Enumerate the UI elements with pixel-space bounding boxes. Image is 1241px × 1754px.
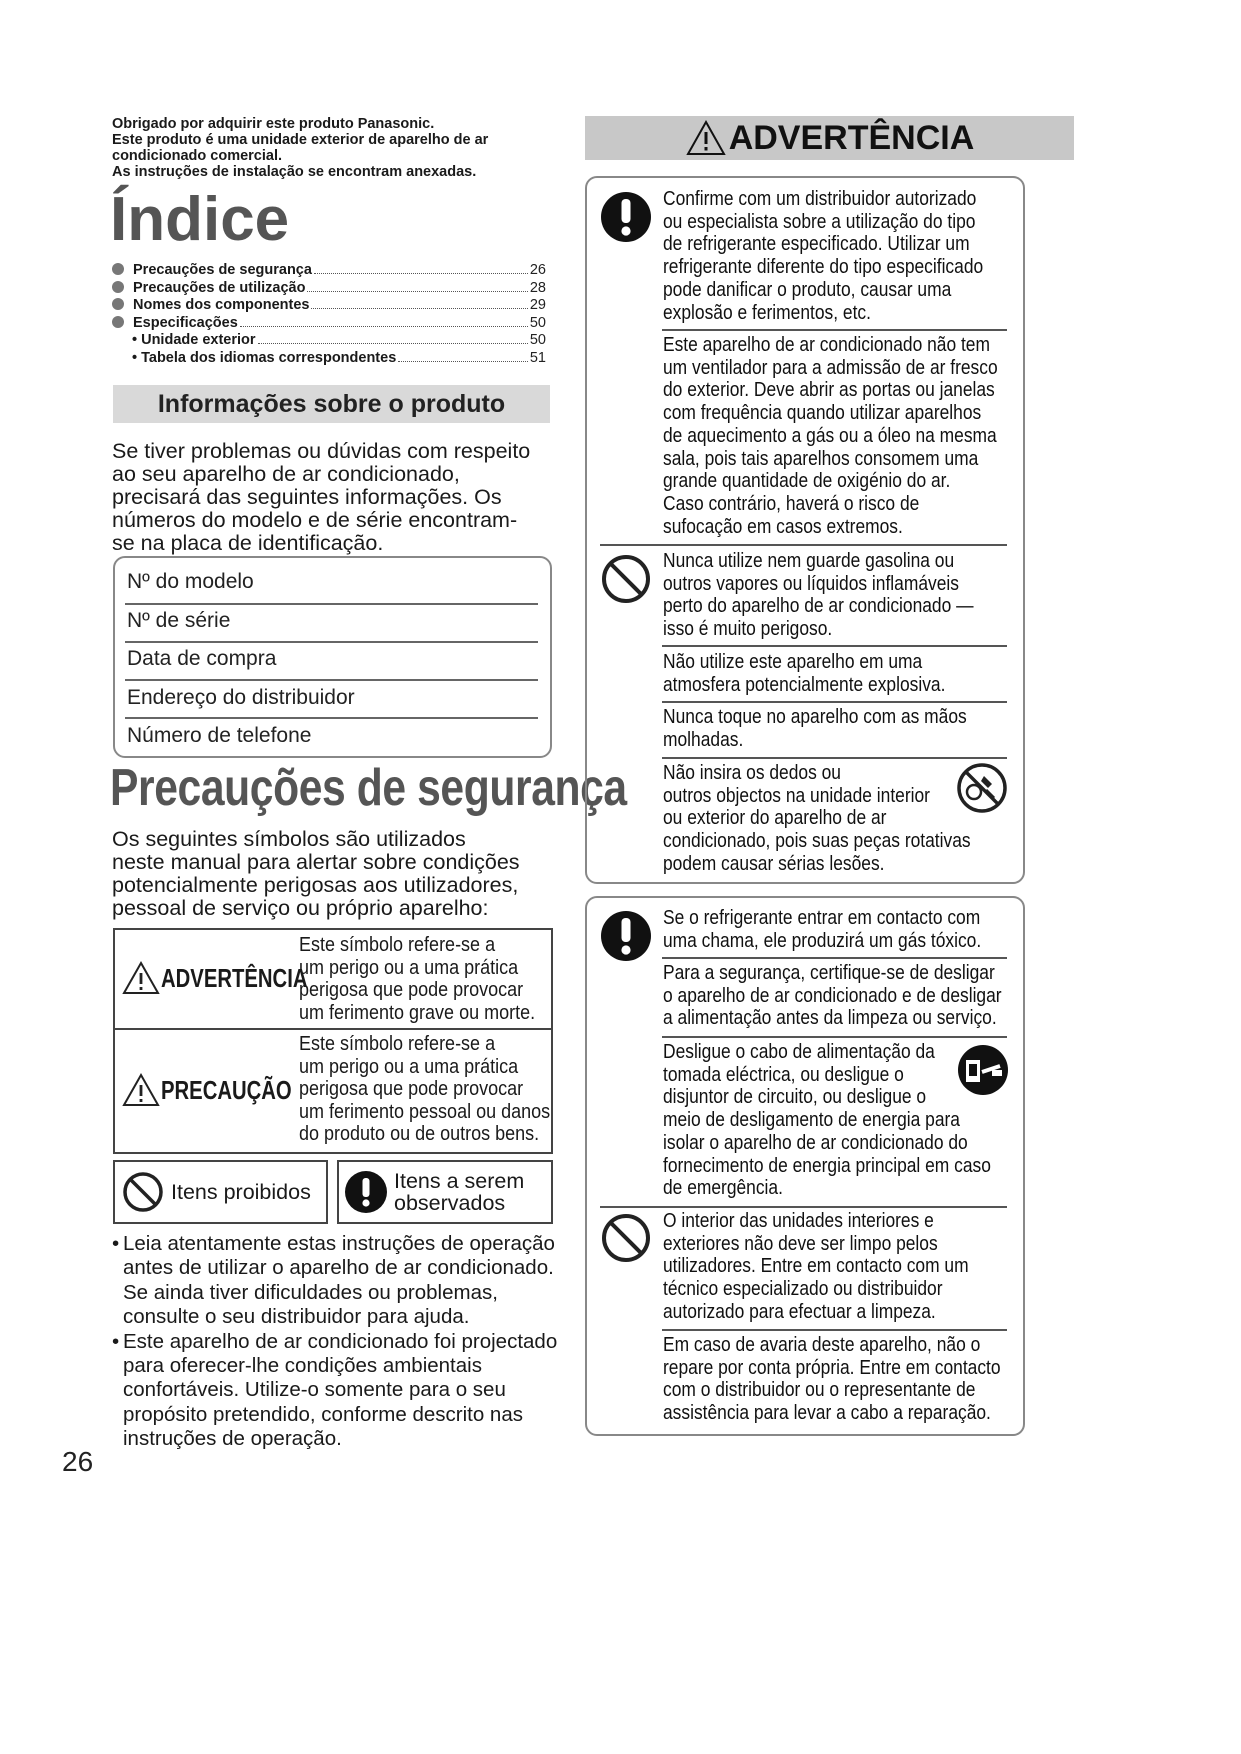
toc-label: Especificações [133, 314, 238, 331]
text-line: outros objectos na unidade interior [663, 784, 930, 807]
text-line: ou especialista sobre a utilização do tipo [663, 210, 976, 233]
toc-label: • Unidade exterior [132, 332, 256, 349]
text-line: confortáveis. Utilize-o somente para o seu [123, 1378, 506, 1402]
warning-text-block [663, 188, 1011, 324]
page-number: 26 [62, 1446, 94, 1477]
text-line: utilizadores. Entre em contacto com um [663, 1255, 969, 1278]
warning-description [299, 934, 536, 1024]
text-line: Este símbolo refere-se a [299, 934, 496, 956]
text-line: um ferimento pessoal ou danos [299, 1100, 551, 1123]
warning-triangle-icon [685, 119, 727, 157]
safety-title: Precauções de segurança [110, 759, 627, 817]
prohibited-icon [600, 553, 652, 605]
bullet-dot-icon [112, 298, 124, 310]
mandatory-icon [344, 1170, 388, 1214]
text-line: de aquecimento a gás ou a óleo na mesma [663, 424, 997, 447]
toc-page: 50 [529, 332, 546, 349]
text-line: Se tiver problemas ou dúvidas com respeito [112, 439, 531, 463]
caution-label-text: PRECAUÇÃO [161, 1074, 292, 1105]
text-line: do exterior. Deve abrir as portas ou janelas [663, 379, 995, 402]
text-line: Não utilize este aparelho em uma [663, 651, 923, 673]
text-line: Este símbolo refere-se a [299, 1033, 496, 1055]
toc-label: Precauções de utilização [133, 279, 306, 296]
text-line: outros vapores ou líquidos inflamáveis [663, 572, 959, 595]
text-line: do produto ou de outros bens. [299, 1123, 540, 1146]
text-line: repare por conta própria. Entre em contacto [663, 1356, 1001, 1379]
text-line: técnico especializado ou distribuidor [663, 1278, 943, 1301]
text-line: instruções de operação. [123, 1427, 342, 1451]
intro-line: As instruções de instalação se encontram anexadas. [112, 164, 477, 180]
toc-page: 29 [529, 297, 546, 314]
text-line: números do modelo e de série encontram- [112, 508, 518, 532]
text-line: de emergência. [663, 1177, 783, 1200]
text-line: um perigo ou a uma prática [299, 1055, 519, 1078]
text-line: exteriores não deve ser limpo pelos [663, 1232, 938, 1255]
observed-legend [337, 1160, 553, 1224]
text-line: perigosa que pode provocar [299, 1078, 524, 1101]
text-line: uma chama, ele produzirá um gás tóxico. [663, 929, 982, 952]
warning-heading-text: ADVERTÊNCIA [728, 118, 975, 157]
text-line: Itens a serem [394, 1169, 525, 1193]
text-line: Os seguintes símbolos são utilizados [112, 827, 466, 851]
text-line: um ferimento grave ou morte. [299, 1001, 536, 1024]
text-line: ou exterior do aparelho de ar [663, 807, 887, 830]
index-title: Índice [110, 185, 290, 254]
text-line: um ventilador para a admissão de ar fresco [663, 356, 998, 379]
toc-page: 51 [529, 349, 546, 366]
warning-label-text: ADVERTÊNCIA [161, 962, 308, 993]
text-line: perigosa que pode provocar [299, 979, 524, 1002]
product-info-text [112, 440, 557, 555]
safety-bullets [112, 1232, 562, 1452]
bullet-dot-icon [112, 263, 124, 275]
text-line: Nunca toque no aparelho com as mãos [663, 706, 967, 728]
text-line: com o distribuidor ou o representante de [663, 1379, 976, 1402]
toc-label: Nomes dos componentes [133, 297, 310, 314]
warning-text-block [663, 706, 1011, 751]
text-line: Nunca utilize nem guarde gasolina ou [663, 550, 955, 572]
text-line: Se ainda tiver dificuldades ou problemas, [123, 1280, 498, 1304]
toc-page: 26 [529, 262, 546, 278]
toc-page: 50 [529, 314, 546, 331]
text-line: podem causar sérias lesões. [663, 852, 885, 875]
toc-item[interactable] [112, 315, 546, 333]
text-line: fornecimento de energia principal em caso [663, 1154, 991, 1177]
toc-label: Precauções de segurança [133, 262, 312, 278]
text-line: o aparelho de ar condicionado e de desligar [663, 984, 1002, 1007]
bullet-item: • Leia atentamente estas instruções de operação antes de utilizar o aparelho de ar condicionado. Se ainda tiver dificuldades ou problemas, consulte o seu distribuidor para ajuda. [112, 1232, 555, 1329]
intro-line: condicionado comercial. [112, 148, 283, 164]
product-info-heading-text: Informações sobre o produto [157, 390, 506, 418]
text-line: condicionado, pois suas peças rotativas [663, 830, 971, 853]
text-line: Se o refrigerante entrar em contacto com [663, 907, 981, 929]
text-line: se na placa de identificação. [112, 531, 384, 555]
bullet-item: • Este aparelho de ar condicionado foi projectado para oferecer-lhe condições ambientais confortáveis. Utilize-o somente para o seu propósito pretendido, conforme descrito nas instruções de operação. [112, 1329, 558, 1451]
prohibited-label: Itens proibidos [171, 1180, 311, 1204]
text-line: Este aparelho de ar condicionado foi projectado [123, 1329, 558, 1353]
observed-label [394, 1170, 524, 1214]
text-line: Em caso de avaria deste aparelho, não o [663, 1334, 981, 1356]
text-line: refrigerante diferente do tipo especificado [663, 256, 984, 279]
toc-item[interactable] [112, 297, 546, 315]
text-line: perto do aparelho de ar condicionado — [663, 595, 974, 618]
warning-text-block [663, 550, 1011, 641]
warning-text-block [663, 907, 1011, 952]
text-line: explosão e ferimentos, etc. [663, 301, 871, 324]
text-line: ao seu aparelho de ar condicionado, [112, 462, 460, 486]
toc-label: • Tabela dos idiomas correspondentes [132, 349, 397, 366]
caution-triangle-icon [121, 1072, 161, 1108]
unplug-icon [956, 1044, 1010, 1096]
text-line: autorizado para efectuar a limpeza. [663, 1300, 936, 1323]
phone-number-field[interactable]: Número de telefone [127, 724, 312, 747]
text-line: Confirme com um distribuidor autorizado [663, 188, 977, 210]
toc-page: 28 [529, 279, 546, 296]
prohibited-legend [113, 1160, 328, 1224]
text-line: pessoal de serviço ou próprio aparelho: [112, 896, 489, 920]
text-line: um perigo ou a uma prática [299, 956, 519, 979]
intro-text [112, 116, 552, 180]
text-line: Para a segurança, certifique-se de desligar [663, 962, 995, 984]
toc-item[interactable] [112, 350, 546, 368]
text-line: com frequência quando utilizar aparelhos [663, 402, 982, 425]
text-line: O interior das unidades interiores e [663, 1210, 934, 1232]
text-line: propósito pretendido, conforme descrito nas [123, 1402, 523, 1426]
text-line: neste manual para alertar sobre condições [112, 850, 520, 874]
text-line: a alimentação antes da limpeza ou serviço. [663, 1007, 997, 1030]
table-of-contents [112, 262, 546, 368]
caution-symbol-label [121, 1072, 329, 1108]
text-line: observados [394, 1191, 506, 1215]
text-line: meio de desligamento de energia para [663, 1109, 960, 1132]
text-line: consulte o seu distribuidor para ajuda. [123, 1305, 470, 1329]
purchase-date-field[interactable]: Data de compra [127, 647, 277, 670]
mandatory-icon [600, 191, 652, 243]
text-line: potencialmente perigosas aos utilizadores, [112, 873, 519, 897]
warning-triangle-icon [121, 960, 161, 996]
intro-line: Este produto é uma unidade exterior de aparelho de ar [112, 132, 489, 148]
text-line: para oferecer-lhe condições ambientais [123, 1354, 482, 1378]
text-line: Caso contrário, haverá o risco de [663, 492, 920, 515]
safety-intro [112, 828, 562, 920]
symbol-table [113, 928, 553, 1154]
warning-text-block [663, 1210, 1011, 1324]
text-line: assistência para levar a cabo a reparação. [663, 1402, 991, 1425]
model-number-field[interactable]: Nº do modelo [127, 570, 254, 593]
bullet-dot-icon [112, 281, 124, 293]
warning-text-block [663, 651, 1011, 696]
prohibited-icon [121, 1170, 165, 1214]
warning-text-block [663, 334, 1011, 538]
toc-item[interactable] [112, 280, 546, 298]
text-line: Este aparelho de ar condicionado não tem [663, 334, 990, 356]
warning-text-block [663, 962, 1011, 1030]
bullet-dot-icon [112, 316, 124, 328]
warning-heading [585, 116, 1074, 160]
text-line: sala, pois tais aparelhos consomem uma [663, 447, 979, 470]
prohibited-icon [600, 1212, 652, 1264]
text-line: antes de utilizar o aparelho de ar condicionado. [123, 1256, 554, 1280]
text-line: Não insira os dedos ou [663, 762, 841, 784]
text-line: isso é muito perigoso. [663, 618, 833, 641]
toc-item[interactable] [112, 332, 546, 350]
text-line: de refrigerante especificado. Utilizar um [663, 233, 970, 256]
caution-description [299, 1033, 551, 1146]
text-line: Leia atentamente estas instruções de operação [123, 1232, 555, 1255]
text-line: molhadas. [663, 728, 744, 751]
product-info-heading [113, 385, 550, 423]
text-line: disjuntor de circuito, ou desligue o [663, 1086, 927, 1109]
intro-line: Obrigado por adquirir este produto Panasonic. [112, 116, 435, 132]
text-line: isolar o aparelho de ar condicionado do [663, 1131, 968, 1154]
dealer-address-field[interactable]: Endereço do distribuidor [127, 686, 355, 709]
no-fingers-fan-icon [956, 762, 1008, 814]
text-line: sufocação em casos extremos. [663, 515, 903, 538]
text-line: Desligue o cabo de alimentação da [663, 1041, 935, 1063]
text-line: atmosfera potencialmente explosiva. [663, 673, 946, 696]
toc-item[interactable] [112, 262, 546, 280]
warning-text-block [663, 1334, 1011, 1425]
text-line: grande quantidade de oxigénio do ar. [663, 470, 951, 493]
serial-number-field[interactable]: Nº de série [127, 609, 231, 632]
product-info-form [113, 556, 552, 758]
text-line: precisará das seguintes informações. Os [112, 485, 502, 509]
text-line: pode danificar o produto, causar uma [663, 278, 952, 301]
mandatory-icon [600, 910, 652, 962]
text-line: tomada eléctrica, ou desligue o [663, 1063, 904, 1086]
